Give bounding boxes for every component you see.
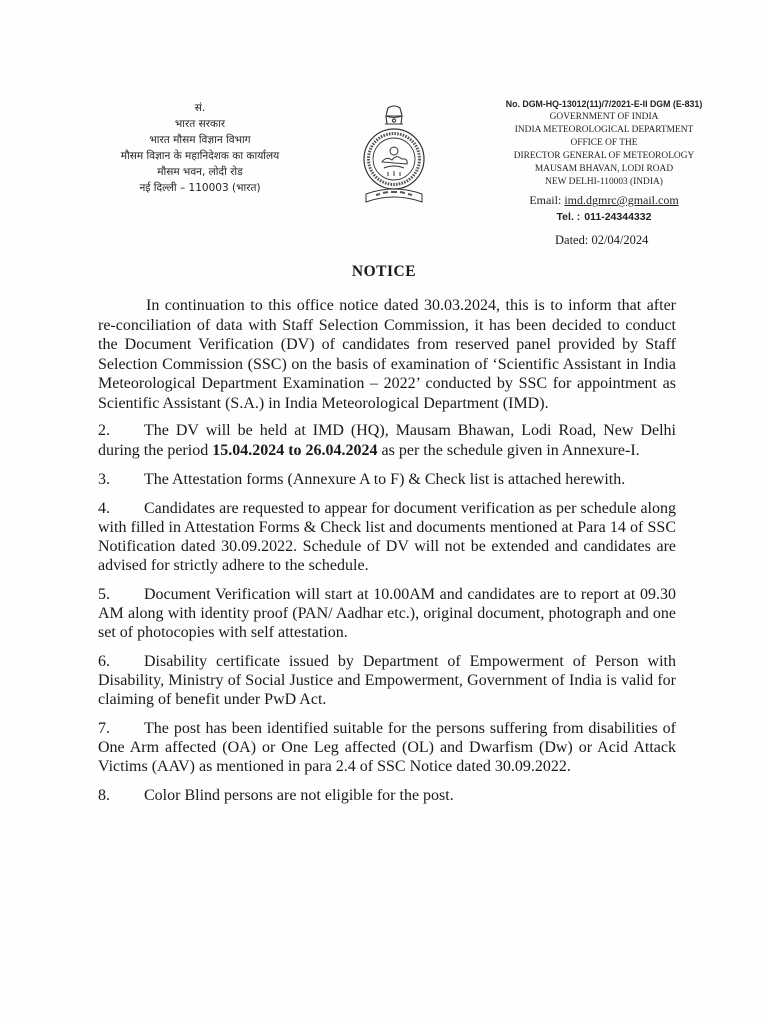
hindi-city-line: नई दिल्ली – 110003 (भारत): [139, 182, 261, 194]
dv-end-date: 26.04.2024: [305, 441, 378, 459]
paragraph-text: as per the schedule given in Annexure-I.: [377, 441, 640, 459]
telephone-line: [470, 209, 738, 225]
intro-paragraph: In continuation to this office notice dated 30.03.2024, this is to inform that after re-conciliation of data with Staff Selection Commission, it has been decided to conduct the Document Verification (DV) of candidates from reserved panel provided by Staff Selection Commission (SSC) on the basis of examination of ‘Scientific Assistant in India Meteorological Department Examination – 2022’ conducted by SSC for appointment as Scientific Assistant (S.A.) in India Meteorological Department (IMD).: [98, 297, 676, 412]
paragraph-text: Disability certificate issued by Department of Empowerment of Person with Disability, Ministry of Social Justice and Empowerment, Government of India is valid for claiming of benefit under PwD Act.: [98, 653, 676, 708]
paragraph-text: Document Verification will start at 10.00AM and candidates are to report at 09.30 AM along with identity proof (PAN/ Aadhar etc.), original document, photograph and one set of photocopies with self attestation.: [98, 586, 676, 641]
govt-line: GOVERNMENT OF INDIA: [549, 112, 659, 122]
paragraph-7: [98, 719, 676, 776]
english-letterhead: [470, 98, 738, 225]
paragraph-2: [98, 421, 676, 460]
paragraph-number: 6.: [98, 653, 110, 670]
paragraph-text: Candidates are requested to appear for document verification as per schedule along with filled in Attestation Forms & Check list and documents mentioned at Para 14 of SSC Notification dated 30.09.2022. Schedule of DV will not be extended and candidates are advised for strictly adhere to the schedule.: [98, 500, 676, 574]
hindi-office-line: मौसम विज्ञान के महानिदेशक का कार्यालय: [120, 150, 280, 162]
notice-title: NOTICE: [351, 263, 417, 280]
dept-line: INDIA METEOROLOGICAL DEPARTMENT: [514, 125, 694, 135]
hindi-ref-no: सं.: [194, 102, 206, 114]
paragraph-number: 5.: [98, 586, 110, 603]
telephone-number: 011-24344332: [584, 211, 652, 223]
paragraph-number: 4.: [98, 500, 110, 517]
paragraph-number: 8.: [98, 787, 110, 804]
hindi-letterhead: [70, 100, 330, 196]
paragraph-3: [98, 470, 676, 489]
reference-number: No. DGM-HQ-13012(11)/7/2021-E-II DGM (E-831): [505, 99, 703, 109]
hindi-govt-line: भारत सरकार: [174, 118, 226, 130]
paragraph-number: 7.: [98, 720, 110, 737]
paragraph-4: [98, 499, 676, 575]
paragraph-6: [98, 652, 676, 709]
email-label: Email:: [529, 193, 562, 207]
paragraph-number: 2.: [98, 422, 110, 439]
city-line: NEW DELHI-110003 (INDIA): [545, 177, 663, 187]
office-line: OFFICE OF THE: [570, 138, 638, 148]
dv-date-separator: to: [284, 441, 306, 459]
paragraph-text: The Attestation forms (Annexure A to F) & Check list is attached herewith.: [144, 471, 626, 488]
notice-body: [98, 296, 676, 815]
imd-emblem-icon: [352, 104, 436, 208]
email-line: [470, 191, 738, 209]
dv-start-date: 15.04.2024: [212, 441, 285, 459]
hindi-address-line: मौसम भवन, लोदी रोड: [157, 166, 243, 178]
paragraph-text: The DV will be held at IMD (HQ), Mausam Bhawan, Lodi Road, New Delhi during the period: [98, 422, 676, 459]
paragraph-text: Color Blind persons are not eligible for the post.: [144, 787, 454, 804]
address-line: MAUSAM BHAVAN, LODI ROAD: [534, 164, 674, 174]
director-line: DIRECTOR GENERAL OF METEOROLOGY: [513, 151, 695, 161]
paragraph-number: 3.: [98, 471, 110, 488]
paragraph-text: The post has been identified suitable for the persons suffering from disabilities of One Arm affected (OA) or One Leg affected (OL) and Dwarfism (Dw) or Acid Attack Victims (AAV) as mentioned in para 2.4 of SSC Notice dated 30.09.2022.: [98, 720, 676, 775]
telephone-label: Tel. :: [556, 211, 581, 223]
notice-date: Dated: 02/04/2024: [555, 233, 649, 247]
email-link[interactable]: imd.dgmrc@gmail.com: [564, 193, 679, 207]
paragraph-5: [98, 585, 676, 642]
paragraph-8: [98, 786, 676, 805]
hindi-dept-line: भारत मौसम विज्ञान विभाग: [149, 134, 251, 146]
